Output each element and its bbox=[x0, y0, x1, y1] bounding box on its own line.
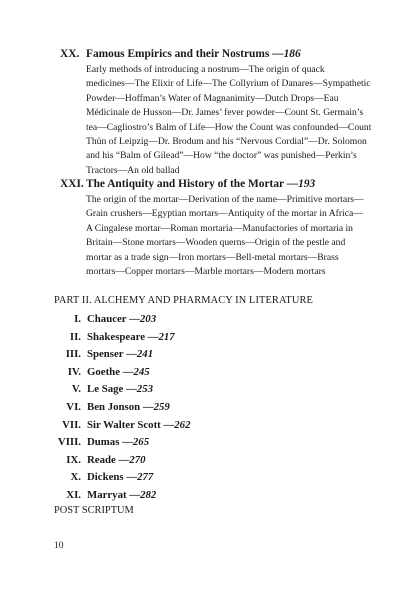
entry-name: Sir Walter Scott bbox=[87, 418, 161, 431]
entry-number: XI. bbox=[66, 488, 81, 501]
entry-name: Marryat bbox=[87, 488, 127, 501]
entry-page: 262 bbox=[174, 418, 191, 431]
toc-entry bbox=[54, 436, 314, 454]
entry-page: 217 bbox=[158, 330, 175, 343]
entry-page: 245 bbox=[133, 365, 150, 378]
chapter-entry bbox=[60, 47, 380, 178]
entry-name: Spenser bbox=[87, 348, 124, 361]
entry-number: III. bbox=[65, 348, 81, 361]
separator: — bbox=[115, 453, 130, 466]
entry-name: Ben Jonson bbox=[87, 400, 141, 413]
summary-line: mortars—Copper mortars—Marble mortars—Modern mortars bbox=[86, 266, 326, 278]
separator: — bbox=[123, 471, 138, 484]
chapter-entry bbox=[60, 177, 380, 279]
post-scriptum-heading: POST SCRIPTUM bbox=[54, 505, 134, 516]
entry-page: 282 bbox=[140, 488, 157, 501]
entry-page: 265 bbox=[132, 436, 150, 449]
chapter-title: The Antiquity and History of the Mortar bbox=[86, 178, 284, 190]
entry-name: Reade bbox=[87, 453, 116, 466]
entry-number: VI. bbox=[66, 400, 81, 413]
entry-number: VIII. bbox=[57, 436, 81, 449]
entry-page: 241 bbox=[136, 348, 154, 361]
toc-entry bbox=[54, 419, 314, 437]
summary-line: Early methods of introducing a nostrum—The origin of quack bbox=[86, 64, 325, 75]
summary-line: Britain—Stone mortars—Wooden querns—Origin of the pestle and bbox=[86, 237, 346, 249]
entry-page: 259 bbox=[153, 400, 170, 413]
entry-name: Chaucer bbox=[87, 313, 127, 325]
toc-entry bbox=[54, 401, 314, 419]
toc-entry bbox=[54, 454, 314, 472]
entry-number: IV. bbox=[67, 365, 81, 378]
separator: — bbox=[119, 436, 133, 449]
summary-line: mortar as a trade sign—Iron mortars—Bell-metal mortars—Brass bbox=[86, 251, 339, 263]
summary-line: tea—Cagliostro’s Balm of Life—How the Count was confounded—Count bbox=[86, 121, 372, 133]
summary-line: medicines—The Elixir of Life—The Collyrium of Danares—Sympathetic bbox=[86, 78, 371, 90]
summary-line: Thün of Leipzig—Dr. Brodum and his “Nervous Cordial”—Dr. Solomon bbox=[86, 136, 367, 148]
separator: — bbox=[126, 313, 140, 325]
entry-name: Dumas bbox=[87, 436, 120, 449]
summary-line: The origin of the mortar—Derivation of the name—Primitive mortars— bbox=[86, 194, 364, 205]
chapter-summary bbox=[86, 63, 380, 178]
chapter-title: Famous Empirics and their Nostrums bbox=[86, 48, 270, 60]
chapter-number: XXI. bbox=[60, 178, 84, 190]
chapter-heading bbox=[60, 177, 380, 191]
entry-name: Le Sage bbox=[87, 383, 124, 396]
entry-number: VII. bbox=[62, 418, 81, 431]
separator: — bbox=[123, 383, 137, 396]
separator: — bbox=[119, 365, 134, 378]
separator: — bbox=[269, 48, 284, 60]
entry-number: II. bbox=[69, 330, 81, 343]
summary-line: Médicinale de Husson—Dr. James’ fever powder—Count St. Germain’s bbox=[86, 107, 364, 119]
part-two-entries bbox=[54, 313, 314, 507]
entry-number: IX. bbox=[66, 453, 81, 466]
entry-page: 270 bbox=[129, 453, 146, 466]
page-number: 10 bbox=[54, 540, 64, 551]
separator: — bbox=[123, 348, 137, 361]
chapter-summary bbox=[86, 193, 380, 279]
toc-entry bbox=[54, 313, 314, 331]
toc-entry bbox=[54, 366, 314, 384]
entry-name: Goethe bbox=[87, 365, 120, 378]
separator: — bbox=[160, 418, 175, 431]
separator: — bbox=[126, 488, 141, 501]
entry-number: X. bbox=[70, 471, 81, 484]
summary-line: and his “Balm of Gilead”—How “the doctor” was punished—Perkin’s bbox=[86, 150, 357, 162]
entry-name: Dickens bbox=[87, 471, 124, 484]
toc-entry bbox=[54, 383, 314, 401]
separator: — bbox=[145, 330, 159, 343]
chapter-page: 193 bbox=[298, 178, 316, 190]
entry-number: V. bbox=[71, 383, 81, 396]
separator: — bbox=[140, 400, 154, 413]
summary-line: A Cingalese mortar—Roman mortaria—Manufactories of mortaria in bbox=[86, 222, 353, 234]
summary-line: Grain crushers—Egyptian mortars—Antiquity of the mortar in Africa— bbox=[86, 208, 363, 220]
entry-page: 277 bbox=[137, 471, 154, 484]
entry-page: 253 bbox=[136, 383, 153, 396]
summary-line: Powder—Hoffman’s Water of Magnanimity—Dutch Drops—Eau bbox=[86, 92, 339, 104]
toc-entry bbox=[54, 348, 314, 366]
entry-name: Shakespeare bbox=[87, 330, 145, 343]
part-title: PART II. ALCHEMY AND PHARMACY IN LITERATURE bbox=[54, 295, 313, 306]
summary-line: Tractors—An old ballad bbox=[86, 164, 180, 176]
chapter-heading bbox=[60, 47, 380, 61]
separator: — bbox=[283, 178, 299, 190]
entry-number: I. bbox=[74, 313, 81, 325]
entry-page: 203 bbox=[139, 313, 157, 325]
chapter-number: XX. bbox=[60, 48, 80, 60]
toc-entry bbox=[54, 471, 314, 489]
chapter-page: 186 bbox=[283, 48, 301, 60]
toc-entry bbox=[54, 331, 314, 349]
